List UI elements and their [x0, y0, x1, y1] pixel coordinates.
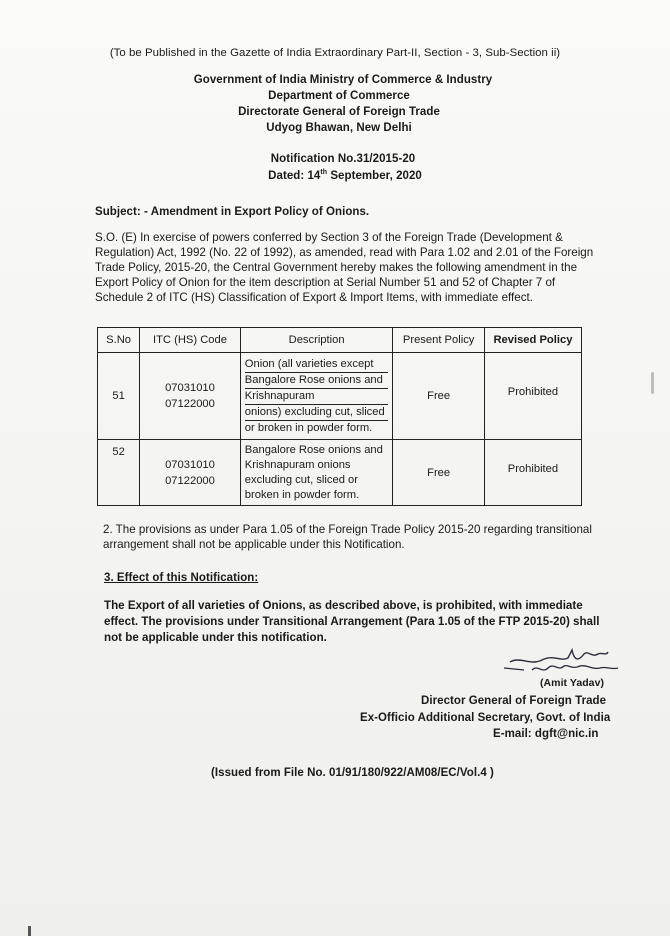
department-heading: Department of Commerce	[268, 90, 410, 102]
table-header-row	[98, 328, 582, 353]
paragraph-1: S.O. (E) In exercise of powers conferred by Section 3 of the Foreign Trade (Development & Regulation) Act, 1992 (No. 22 of 1992), as amended, read with Para 1.02 and 2.01 of the Foreign Trade Policy, 2015-20, the Central Government hereby makes the following amendment in the Export Policy of Onion for the item description at Serial Number 51 and 52 of Chapter 7 of Schedule 2 of ITC (HS) Classification of Export & Import Items, with immediate effect.	[95, 231, 594, 304]
row-revised-policy: Prohibited	[484, 440, 581, 506]
row-sno: 51	[98, 353, 140, 440]
row-itc-codes: 07031010 07122000	[140, 353, 241, 440]
signatory-email: E-mail: dgft@nic.in	[493, 728, 599, 740]
row-present-policy: Free	[393, 440, 484, 506]
header-present-policy: Present Policy	[393, 328, 484, 353]
notification-number: Notification No.31/2015-20	[270, 153, 416, 165]
section-3-heading: 3. Effect of this Notification:	[104, 572, 259, 584]
notification-date: Dated: 14th September, 2020	[268, 169, 422, 182]
subject-line: Subject: - Amendment in Export Policy of Onions.	[95, 206, 370, 218]
file-reference: (Issued from File No. 01/91/180/922/AM08/EC/Vol.4 )	[211, 767, 494, 779]
row-description: Bangalore Rose onions and Krishnapuram onions excluding cut, sliced or broken in powder form.	[240, 440, 393, 506]
address-heading: Udyog Bhawan, New Delhi	[266, 122, 412, 134]
paragraph-3: The Export of all varieties of Onions, as described above, is prohibited, with immediate effect. The provisions under Transitional Arrangement (Para 1.05 of the FTP 2015-20) shall not be applicable under this notification.	[104, 599, 600, 644]
table-row	[98, 353, 582, 440]
policy-table	[97, 327, 582, 506]
row-present-policy: Free	[393, 353, 484, 440]
signatory-designation: Ex-Officio Additional Secretary, Govt. of India	[360, 712, 611, 724]
row-revised-policy: Prohibited	[484, 353, 581, 440]
header-sno: S.No	[98, 328, 140, 353]
row-itc-codes: 07031010 07122000	[140, 440, 241, 506]
row-description: Onion (all varieties except Bangalore Rose onions and Krishnapuram onions) excluding cut, sliced or broken in powder form.	[240, 353, 393, 440]
header-itc-code: ITC (HS) Code	[140, 328, 241, 353]
row-sno: 52	[98, 440, 140, 506]
signatory-title: Director General of Foreign Trade	[421, 695, 607, 707]
signatory-name: (Amit Yadav)	[540, 677, 605, 689]
directorate-heading: Directorate General of Foreign Trade	[238, 106, 440, 118]
ministry-heading: Government of India Ministry of Commerce & Industry	[193, 74, 493, 86]
paragraph-2: 2. The provisions as under Para 1.05 of the Foreign Trade Policy 2015-20 regarding transitional arrangement shall not be applicable under this Notification.	[103, 523, 592, 551]
scan-edge-mark	[651, 372, 654, 394]
gazette-note: (To be Published in the Gazette of India Extraordinary Part-II, Section - 3, Sub-Section ii)	[109, 47, 561, 59]
header-revised-policy: Revised Policy	[484, 328, 581, 353]
header-description: Description	[240, 328, 393, 353]
scan-corner-mark	[28, 926, 31, 936]
table-row	[98, 440, 582, 506]
